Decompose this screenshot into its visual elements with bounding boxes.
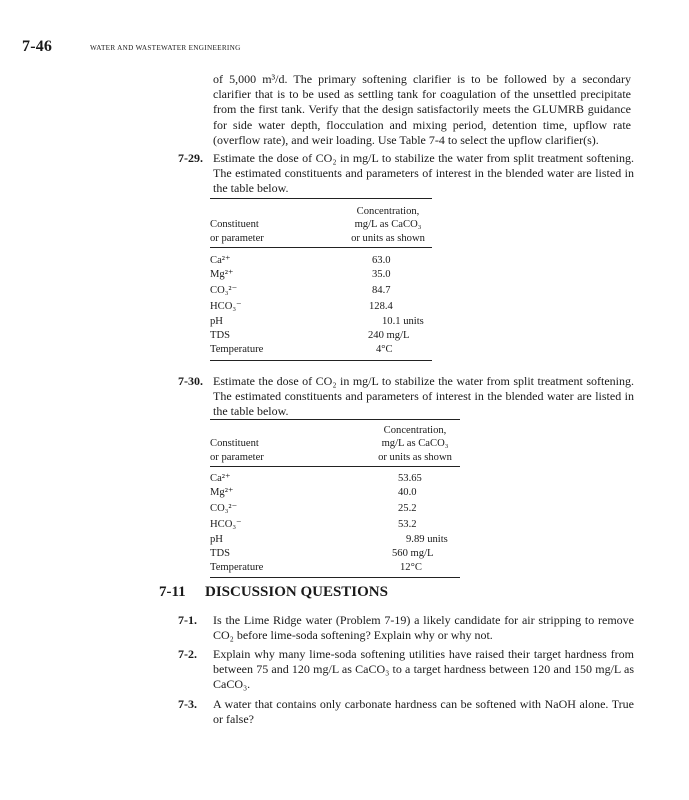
- table-row-value: 560 mg/L: [392, 548, 434, 559]
- problem-number: 7-29.: [178, 151, 203, 165]
- col2-header-line2: mg/L as CaCO₃: [354, 219, 422, 230]
- table-row-param: Ca²⁺: [210, 255, 231, 266]
- section-heading: [159, 584, 388, 601]
- table-row-value: 9.89 units: [406, 534, 448, 545]
- section-number: 7-11: [159, 584, 186, 600]
- col2-header-line1: Concentration,: [383, 425, 447, 436]
- constituent-table-7-29: [210, 198, 432, 362]
- question-text: Is the Lime Ridge water (Problem 7-19) a likely candidate for air stripping to remove CO₂ before lime-soda softening? Explain why or why not.: [213, 613, 634, 643]
- table-row-value: 40.0: [398, 487, 417, 498]
- table-row-value: 53.65: [398, 473, 422, 484]
- col1-header-line2: or parameter: [210, 233, 264, 244]
- problem-text: Estimate the dose of CO₂ in mg/L to stabilize the water from split treatment softening. The estimated constituents and parameters of interest in the blended water are listed in the table below.: [213, 151, 634, 196]
- table-rule: [210, 360, 432, 361]
- table-row-value: 53.2: [398, 519, 417, 530]
- table-rule: [210, 247, 432, 248]
- table-row-param: pH: [210, 534, 223, 545]
- table-row-value: 25.2: [398, 503, 417, 514]
- table-row-param: Temperature: [210, 562, 264, 573]
- problem-number: 7-30.: [178, 374, 203, 388]
- table-rule: [210, 466, 460, 467]
- table-row-param: Temperature: [210, 344, 264, 355]
- table-row-param: Ca²⁺: [210, 473, 231, 484]
- table-row-value: 128.4: [369, 301, 393, 312]
- table-row-param: HCO₃⁻: [210, 301, 242, 312]
- table-rule: [210, 198, 432, 199]
- running-title: WATER AND WASTEWATER ENGINEERING: [90, 44, 241, 52]
- section-title: DISCUSSION QUESTIONS: [205, 584, 388, 600]
- col1-header-line1: Constituent: [210, 438, 259, 449]
- table-row-value: 240 mg/L: [368, 330, 410, 341]
- question-text: A water that contains only carbonate hardness can be softened with NaOH alone. True or false?: [213, 697, 634, 727]
- col2-header-line1: Concentration,: [356, 206, 420, 217]
- table-rule: [210, 419, 460, 420]
- table-row-value: 63.0: [372, 255, 391, 266]
- problem-text: Estimate the dose of CO₂ in mg/L to stabilize the water from split treatment softening. The estimated constituents and parameters of interest in the blended water are listed in the table below.: [213, 374, 634, 419]
- question-7-3: [178, 697, 634, 727]
- table-row-param: TDS: [210, 330, 231, 341]
- constituent-table-7-30: [210, 419, 460, 579]
- question-7-2: [178, 647, 634, 693]
- table-row-param: CO₃²⁻: [210, 285, 238, 296]
- table-row-value: 10.1 units: [382, 316, 424, 327]
- question-number: 7-2.: [178, 647, 197, 661]
- table-rule: [210, 577, 460, 578]
- question-number: 7-3.: [178, 697, 197, 711]
- page-header: [22, 38, 241, 60]
- col2-header-line3: or units as shown: [351, 233, 425, 244]
- continuation-paragraph: of 5,000 m³/d. The primary softening clarifier is to be followed by a secondary clarifier that is to be used as settling tank for coagulation of the unsettled precipitate from the first tank. Verify that the design satisfactorily meets the GLUMRB guidance for side water depth, flocculation and mixing period, detention time, upflow rate (overflow rate), and weir loading. Use Table 7-4 to select the upflow clarifier(s).: [213, 72, 631, 147]
- table-row-param: pH: [210, 316, 223, 327]
- problem-7-29: [178, 151, 634, 197]
- table-row-value: 35.0: [372, 269, 391, 280]
- table-row-value: 4°C: [376, 344, 393, 355]
- table-row-value: 12°C: [400, 562, 422, 573]
- question-text: Explain why many lime-soda softening utilities have raised their target hardness from between 75 and 120 mg/L as CaCO₃ to a target hardness between 120 and 150 mg/L as CaCO₃.: [213, 647, 634, 692]
- col1-header-line2: or parameter: [210, 452, 264, 463]
- table-row-param: Mg²⁺: [210, 487, 234, 498]
- table-row-param: CO₃²⁻: [210, 503, 238, 514]
- table-row-param: TDS: [210, 548, 231, 559]
- table-row-param: Mg²⁺: [210, 269, 234, 280]
- col2-header-line3: or units as shown: [378, 452, 452, 463]
- page-number: 7-46: [22, 38, 53, 55]
- col1-header-line1: Constituent: [210, 219, 259, 230]
- table-row-value: 84.7: [372, 285, 391, 296]
- table-row-param: HCO₃⁻: [210, 519, 242, 530]
- problem-7-30: [178, 374, 634, 420]
- question-number: 7-1.: [178, 613, 197, 627]
- col2-header-line2: mg/L as CaCO₃: [381, 438, 449, 449]
- question-7-1: [178, 613, 634, 643]
